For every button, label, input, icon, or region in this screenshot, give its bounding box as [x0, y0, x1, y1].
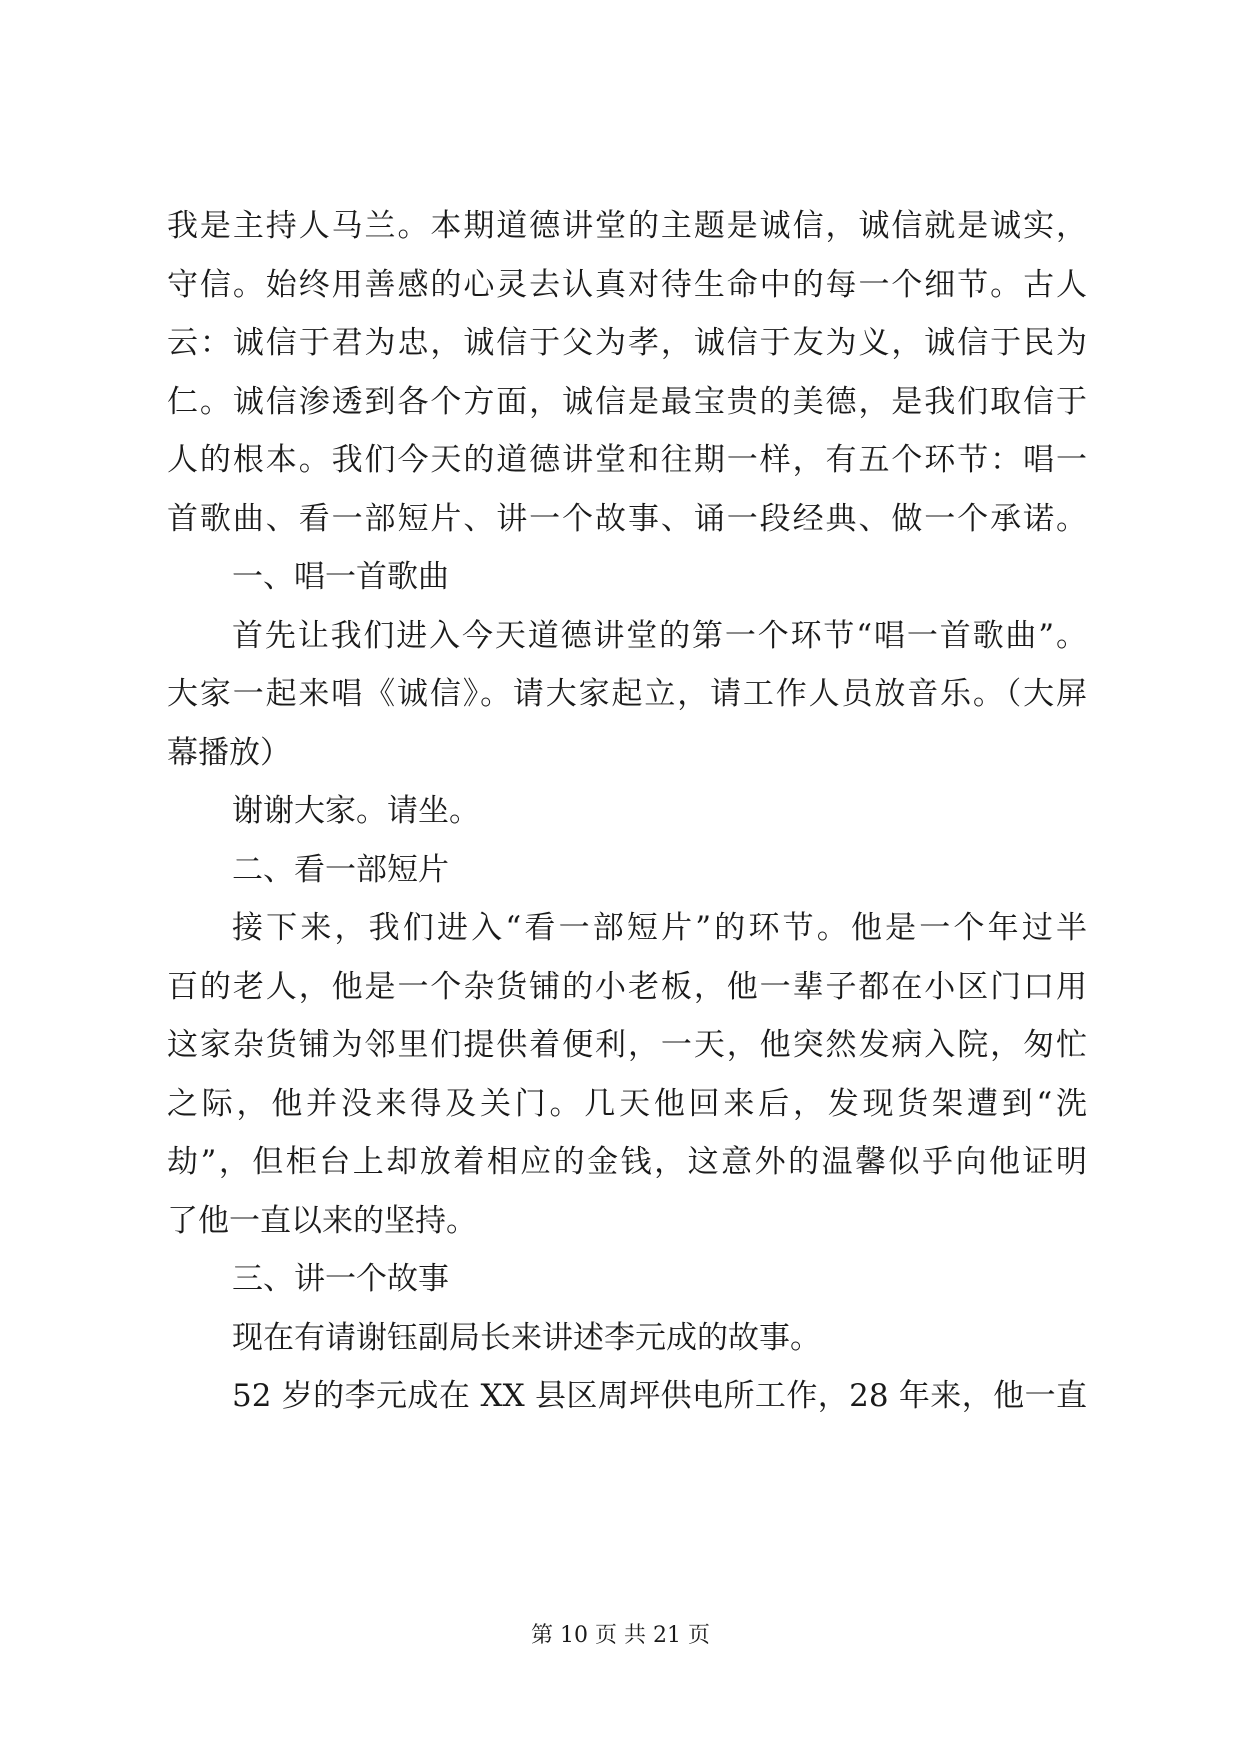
page-footer: 第 10 页 共 21 页: [531, 1623, 710, 1648]
text-line: 首先让我们进入今天道德讲堂的第一个环节“唱一首歌曲”。: [232, 617, 1087, 654]
text-line: 人的根本。我们今天的道德讲堂和往期一样，有五个环节：唱一: [167, 442, 1087, 478]
text-line: 52 岁的李元成在 XX 县区周坪供电所工作，28 年来，他一直: [232, 1378, 1087, 1414]
text-line: 劫”，但柜台上却放着相应的金钱，这意外的温馨似乎向他证明: [167, 1144, 1087, 1180]
text-line: 百的老人，他是一个杂货铺的小老板，他一辈子都在小区门口用: [167, 968, 1087, 1005]
text-line: 了他一直以来的坚持。: [167, 1202, 477, 1239]
text-line: 首歌曲、看一部短片、讲一个故事、诵一段经典、做一个承诺。: [167, 500, 1087, 537]
text-line: 大家一起来唱《诚信》。请大家起立，请工作人员放音乐。（大屏: [167, 676, 1087, 712]
text-line: 之际，他并没来得及关门。几天他回来后，发现货架遭到“洗: [167, 1085, 1087, 1122]
text-line: 这家杂货铺为邻里们提供着便利，一天，他突然发病入院，匆忙: [167, 1027, 1087, 1063]
body-text: [167, 197, 1087, 1426]
section-heading: 一、唱一首歌曲: [232, 559, 449, 595]
text-line: 接下来，我们进入“看一部短片”的环节。他是一个年过半: [232, 910, 1087, 946]
text-line: 守信。始终用善感的心灵去认真对待生命中的每一个细节。古人: [167, 266, 1087, 303]
section-heading: 二、看一部短片: [232, 851, 449, 888]
text-line: 云：诚信于君为忠，诚信于父为孝，诚信于友为义，诚信于民为: [167, 325, 1087, 361]
text-line: 幕播放）: [167, 734, 291, 771]
text-line: 我是主持人马兰。本期道德讲堂的主题是诚信，诚信就是诚实，: [167, 208, 1087, 244]
text-line: 谢谢大家。请坐。: [232, 793, 480, 829]
text-line: 现在有请谢钰副局长来讲述李元成的故事。: [232, 1319, 821, 1356]
text-line: 仁。诚信渗透到各个方面，诚信是最宝贵的美德，是我们取信于: [167, 383, 1087, 420]
section-heading: 三、讲一个故事: [232, 1261, 449, 1297]
